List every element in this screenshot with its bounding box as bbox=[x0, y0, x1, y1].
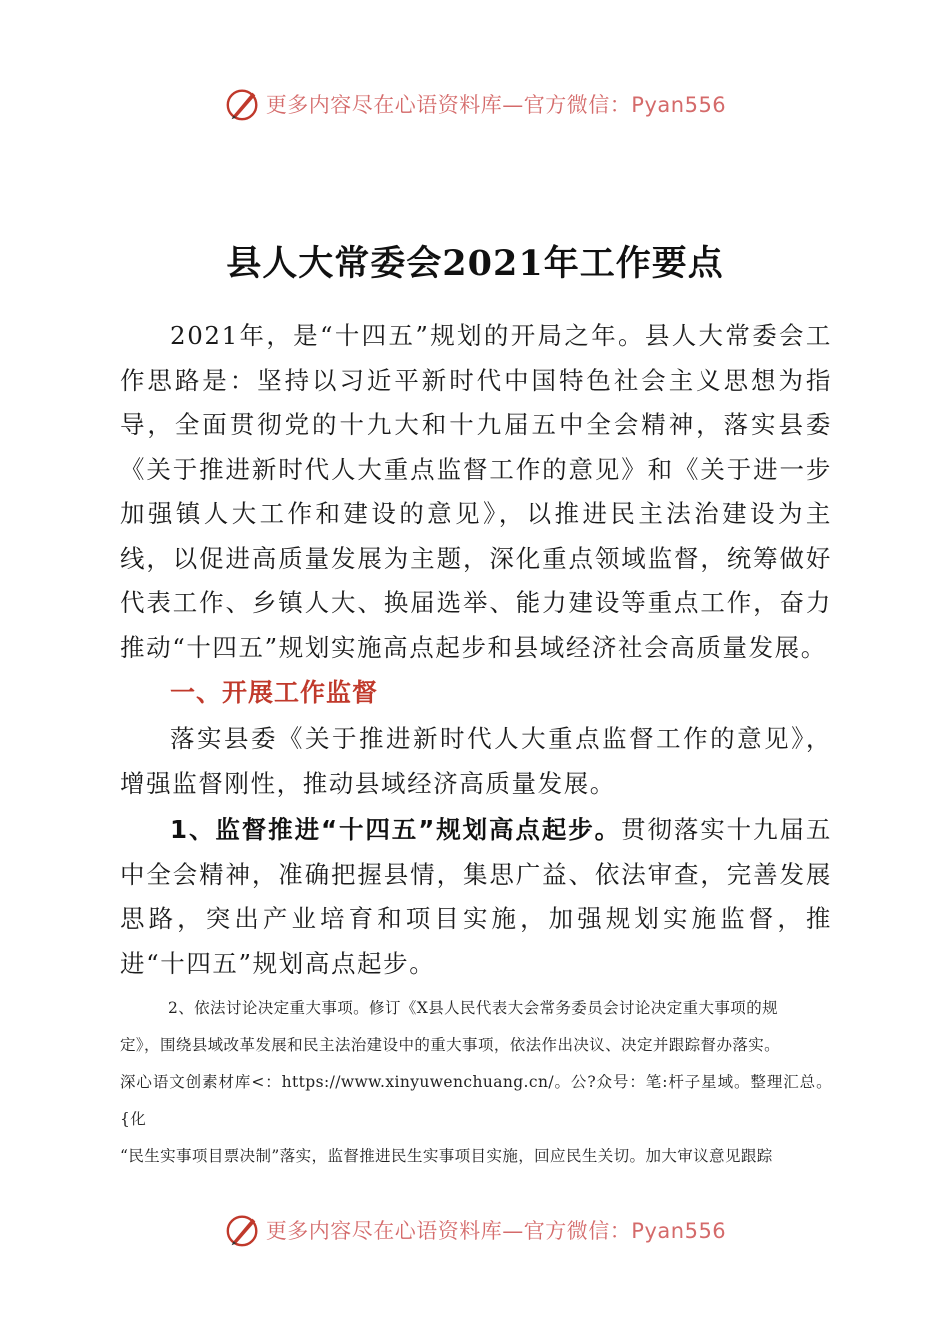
section-intro-paragraph bbox=[120, 717, 832, 806]
header-banner bbox=[0, 84, 950, 124]
pen-logo-icon bbox=[224, 1211, 262, 1249]
intro-paragraph bbox=[120, 314, 832, 670]
item1-lead: 1、监督推进“十四五”规划高点起步。 bbox=[170, 815, 622, 844]
small-line: “民生实事项目票决制”落实，监督推进民生实事项目实施，回应民生关切。加大审议意见跟踪 bbox=[120, 1147, 773, 1165]
small-line: 2、依法讨论决定重大事项。修订《X县人民代表大会常务委员会讨论决定重大事项的规 bbox=[168, 999, 778, 1017]
document-title: 县人大常委会2021年工作要点 bbox=[226, 243, 724, 284]
intro-text: 2021年，是“十四五”规划的开局之年。县人大常委会工作思路是：坚持以习近平新时代中国特色社会主义思想为指导，全面贯彻党的十九大和十九届五中全会精神，落实县委《关于推进新时代人大重点监督工作的意见》和《关于进一步加强镇人大工作和建设的意见》，以推进民主法治建设为主线，以促进高质量发展为主题，深化重点领域监督，统筹做好代表工作、乡镇人大、换届选举、能力建设等重点工作，奋力推动“十四五”规划实施高点起步和县域经济社会高质量发展。 bbox=[120, 321, 832, 662]
banner-text: 更多内容尽在心语资料库—官方微信：Pyan556 bbox=[265, 93, 727, 117]
footer-banner bbox=[0, 1210, 950, 1250]
small-text-block bbox=[120, 990, 832, 1175]
section-heading: 一、开展工作监督 bbox=[170, 678, 379, 707]
small-line: 深心语文创素材库<：https://www.xinyuwenchuang.cn/。公?众号：笔:杆子星域。整理汇总。{化 bbox=[120, 1073, 832, 1128]
pen-logo-icon bbox=[224, 85, 262, 123]
banner-text: 更多内容尽在心语资料库—官方微信：Pyan556 bbox=[265, 1219, 727, 1243]
item1-body: 贯彻落实十九届五中全会精神，准确把握县情，集思广益、依法审查，完善发展思路，突出产业培育和项目实施，加强规划实施监督，推进“十四五”规划高点起步。 bbox=[120, 815, 832, 978]
section-intro-text: 落实县委《关于推进新时代人大重点监督工作的意见》，增强监督刚性，推动县域经济高质量发展。 bbox=[120, 724, 832, 798]
small-line: 定》，围绕县域改革发展和民主法治建设中的重大事项，依法作出决议、决定并跟踪督办落实。 bbox=[120, 1036, 781, 1054]
item1-paragraph bbox=[120, 808, 832, 986]
